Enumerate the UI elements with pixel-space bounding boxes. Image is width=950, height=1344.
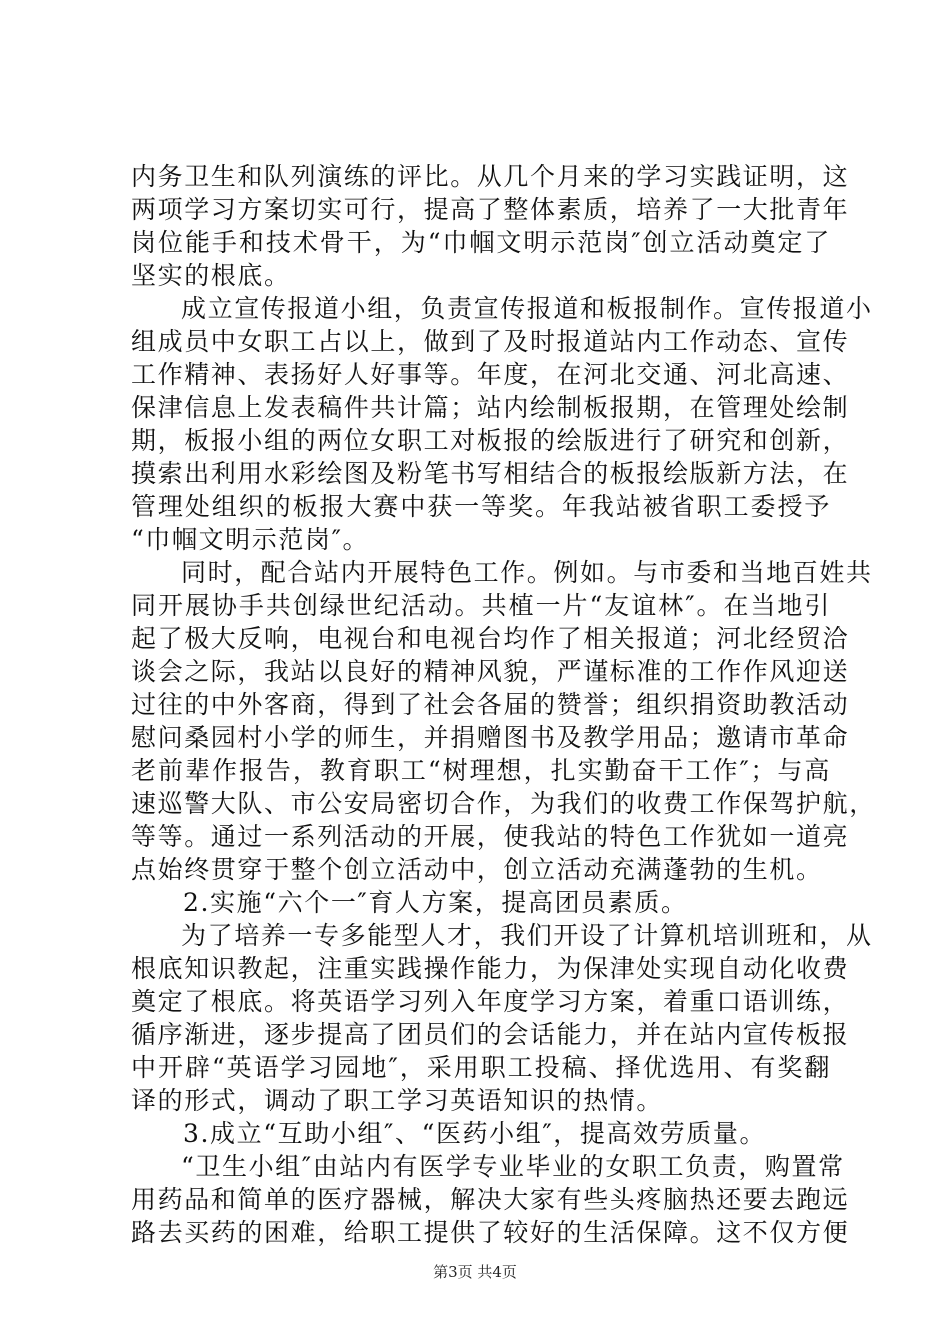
text-line: 译的形式，调动了职工学习英语知识的热情。 bbox=[131, 1086, 664, 1115]
text-line: 为了培养一专多能型人才，我们开设了计算机培训班和，从 bbox=[181, 921, 873, 950]
text-line: “巾帼文明示范岗″。 bbox=[131, 525, 370, 554]
section-heading: 2.实施“六个一″育人方案，提高团员素质。 bbox=[183, 888, 688, 917]
body-text bbox=[131, 160, 876, 1249]
text-line: 坚实的根底。 bbox=[131, 261, 291, 290]
text-line: “卫生小组″由站内有医学专业毕业的女职工负责，购置常 bbox=[181, 1152, 845, 1181]
text-line: 点始终贯穿于整个创立活动中，创立活动充满蓬勃的生机。 bbox=[131, 855, 823, 884]
text-line: 路去买药的困难，给职工提供了较好的生活保障。这不仅方便 bbox=[131, 1218, 850, 1247]
text-line: 同时，配合站内开展特色工作。例如。与市委和当地百姓共 bbox=[181, 558, 873, 587]
text-line: 起了极大反响，电视台和电视台均作了相关报道；河北经贸洽 bbox=[131, 624, 850, 653]
text-line: 老前辈作报告，教育职工“树理想，扎实勤奋干工作″；与高 bbox=[131, 756, 831, 785]
text-line: 摸索出利用水彩绘图及粉笔书写相结合的板报绘版新方法，在 bbox=[131, 459, 850, 488]
text-line: 用药品和简单的医疗器械，解决大家有些头疼脑热还要去跑远 bbox=[131, 1185, 850, 1214]
text-line: 期，板报小组的两位女职工对板报的绘版进行了研究和创新， bbox=[131, 426, 850, 455]
text-line: 根底知识教起，注重实践操作能力，为保津处实现自动化收费 bbox=[131, 954, 850, 983]
text-line: 岗位能手和技术骨干，为“巾帼文明示范岗″创立活动奠定了 bbox=[131, 228, 831, 257]
text-line: 奠定了根底。将英语学习列入年度学习方案，着重口语训练， bbox=[131, 987, 850, 1016]
text-line: 循序渐进，逐步提高了团员们的会话能力，并在站内宣传板报 bbox=[131, 1020, 850, 1049]
text-line: 慰问桑园村小学的师生，并捐赠图书及教学用品；邀请市革命 bbox=[131, 723, 850, 752]
text-line: 谈会之际，我站以良好的精神风貌，严谨标准的工作作风迎送 bbox=[131, 657, 850, 686]
text-line: 等等。通过一系列活动的开展，使我站的特色工作犹如一道亮 bbox=[131, 822, 850, 851]
text-line: 中开辟“英语学习园地″，采用职工投稿、择优选用、有奖翻 bbox=[131, 1053, 831, 1082]
text-line: 两项学习方案切实可行，提高了整体素质，培养了一大批青年 bbox=[131, 195, 850, 224]
text-line: 工作精神、表扬好人好事等。年度，在河北交通、河北高速、 bbox=[131, 360, 850, 389]
section-heading: 3.成立“互助小组″、“医药小组″，提高效劳质量。 bbox=[183, 1119, 767, 1148]
text-line: 速巡警大队、市公安局密切合作，为我们的收费工作保驾护航， bbox=[131, 789, 876, 818]
text-line: 组成员中女职工占以上，做到了及时报道站内工作动态、宣传 bbox=[131, 327, 850, 356]
text-line: 同开展协手共创绿世纪活动。共植一片“友谊林″。在当地引 bbox=[131, 591, 831, 620]
text-line: 成立宣传报道小组，负责宣传报道和板报制作。宣传报道小 bbox=[181, 294, 873, 323]
text-line: 保津信息上发表稿件共计篇；站内绘制板报期，在管理处绘制 bbox=[131, 393, 850, 422]
text-line: 内务卫生和队列演练的评比。从几个月来的学习实践证明，这 bbox=[131, 162, 850, 191]
text-line: 管理处组织的板报大赛中获一等奖。年我站被省职工委授予 bbox=[131, 492, 831, 521]
page-footer: 第3页 共4页 bbox=[433, 1263, 517, 1281]
text-line: 过往的中外客商，得到了社会各届的赞誉；组织捐资助教活动 bbox=[131, 690, 850, 719]
